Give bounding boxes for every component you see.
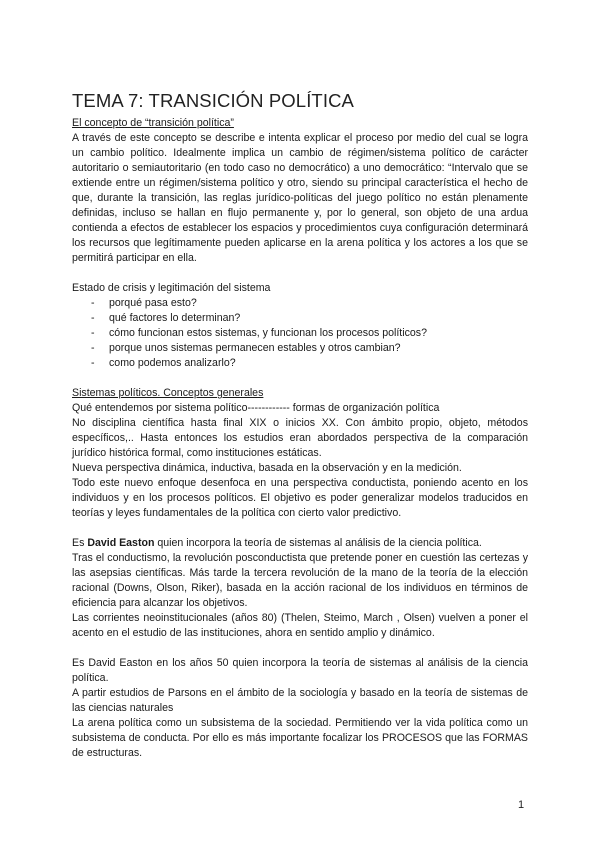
dash-bullet: - xyxy=(91,342,95,354)
paragraph: Nueva perspectiva dinámica, inductiva, basada en la observación y en la medición. xyxy=(72,462,462,474)
paragraph: Tras el conductismo, la revolución posconductista que pretende poner en cuestión las certezas y las asepsias científicas. Más tarde la tercera revolución de la mano de la teoría de la elección racional (Downs, Olson, Riker), basada en la acción racional de los individuos en términos de eficiencia para alcanzar los objetivos. xyxy=(72,552,528,609)
spacer xyxy=(72,521,528,536)
text-run: Es xyxy=(72,537,88,549)
list-item-text: qué factores lo determinan? xyxy=(109,312,241,324)
page-title: TEMA 7: TRANSICIÓN POLÍTICA xyxy=(72,90,354,111)
list-item xyxy=(72,326,528,341)
paragraph-line: Qué entendemos por sistema político------------ formas de organización política xyxy=(72,402,440,414)
spacer xyxy=(72,641,528,656)
spacer xyxy=(72,266,528,281)
dash-bullet: - xyxy=(91,312,95,324)
page-number: 1 xyxy=(518,799,525,811)
dash-bullet: - xyxy=(91,357,95,369)
list-item xyxy=(72,311,528,326)
paragraph: A partir estudios de Parsons en el ámbito de la sociología y basado en la teoría de sistemas de las ciencias naturales xyxy=(72,687,528,714)
list-item xyxy=(72,356,528,371)
bold-name: David Easton xyxy=(87,537,155,549)
list-item-text: como podemos analizarlo? xyxy=(109,357,236,369)
section-heading-transicion: El concepto de “transición política” xyxy=(72,117,234,129)
document-body xyxy=(72,116,528,761)
question-list xyxy=(72,296,528,371)
section-heading-sistemas: Sistemas políticos. Conceptos generales xyxy=(72,387,264,399)
paragraph: Las corrientes neoinstitucionales (años 80) (Thelen, Steimo, March , Olsen) vuelven a poner el acento en el estudio de las instituciones, ahora en sentido amplio y dinámico. xyxy=(72,612,528,639)
text-run: quien incorpora la teoría de sistemas al análisis de la ciencia política. xyxy=(154,537,482,549)
dash-bullet: - xyxy=(91,297,95,309)
spacer xyxy=(72,371,528,386)
list-item-text: cómo funcionan estos sistemas, y funcionan los procesos políticos? xyxy=(109,327,427,339)
paragraph: Es David Easton en los años 50 quien incorpora la teoría de sistemas al análisis de la ciencia política. xyxy=(72,657,528,684)
list-item-text: porque unos sistemas permanecen estables y otros cambian? xyxy=(109,342,401,354)
paragraph: La arena política como un subsistema de la sociedad. Permitiendo ver la vida política como un subsistema de conducta. Por ello es más importante focalizar los PROCESOS que las FORMAS de estructuras. xyxy=(72,717,528,759)
list-item-text: porqué pasa esto? xyxy=(109,297,197,309)
paragraph-easton xyxy=(72,536,528,551)
list-item xyxy=(72,296,528,311)
dash-bullet: - xyxy=(91,327,95,339)
list-item xyxy=(72,341,528,356)
paragraph: No disciplina científica hasta final XIX o inicios XX. Con ámbito propio, objeto, métodos específicos,.. Hasta entonces los estudios eran abordados perspectiva de la comparación jurídico histórica formal, como instituciones estáticas. xyxy=(72,417,528,459)
paragraph: Todo este nuevo enfoque desenfoca en una perspectiva conductista, poniendo acento en los individuos y en los procesos políticos. El objetivo es poder generalizar modelos traducidos en teorías y leyes fundamentales de la política con cierto valor predictivo. xyxy=(72,477,528,519)
paragraph-transicion: A través de este concepto se describe e intenta explicar el proceso por medio del cual se logra un cambio político. Idealmente implica un cambio de régimen/sistema político de carácter autoritario o semiautoritario (en todo caso no democrático) a uno democrático: “Intervalo que se extiende entre un régimen/sistema político y otro, siendo su principal característica el hecho de que, durante la transición, las reglas jurídico-políticas del juego político no están plenamente definidas, incluso se hallan en flujo permanente y, por lo general, son objeto de una ardua contienda a efectos de establecer los espacios y procedimientos cuya configuración determinará los recursos que legítimamente pueden aplicarse en la arena política y los actores a los que se permitirá participar en ella. xyxy=(72,132,528,264)
section-heading-crisis: Estado de crisis y legitimación del sistema xyxy=(72,282,271,294)
